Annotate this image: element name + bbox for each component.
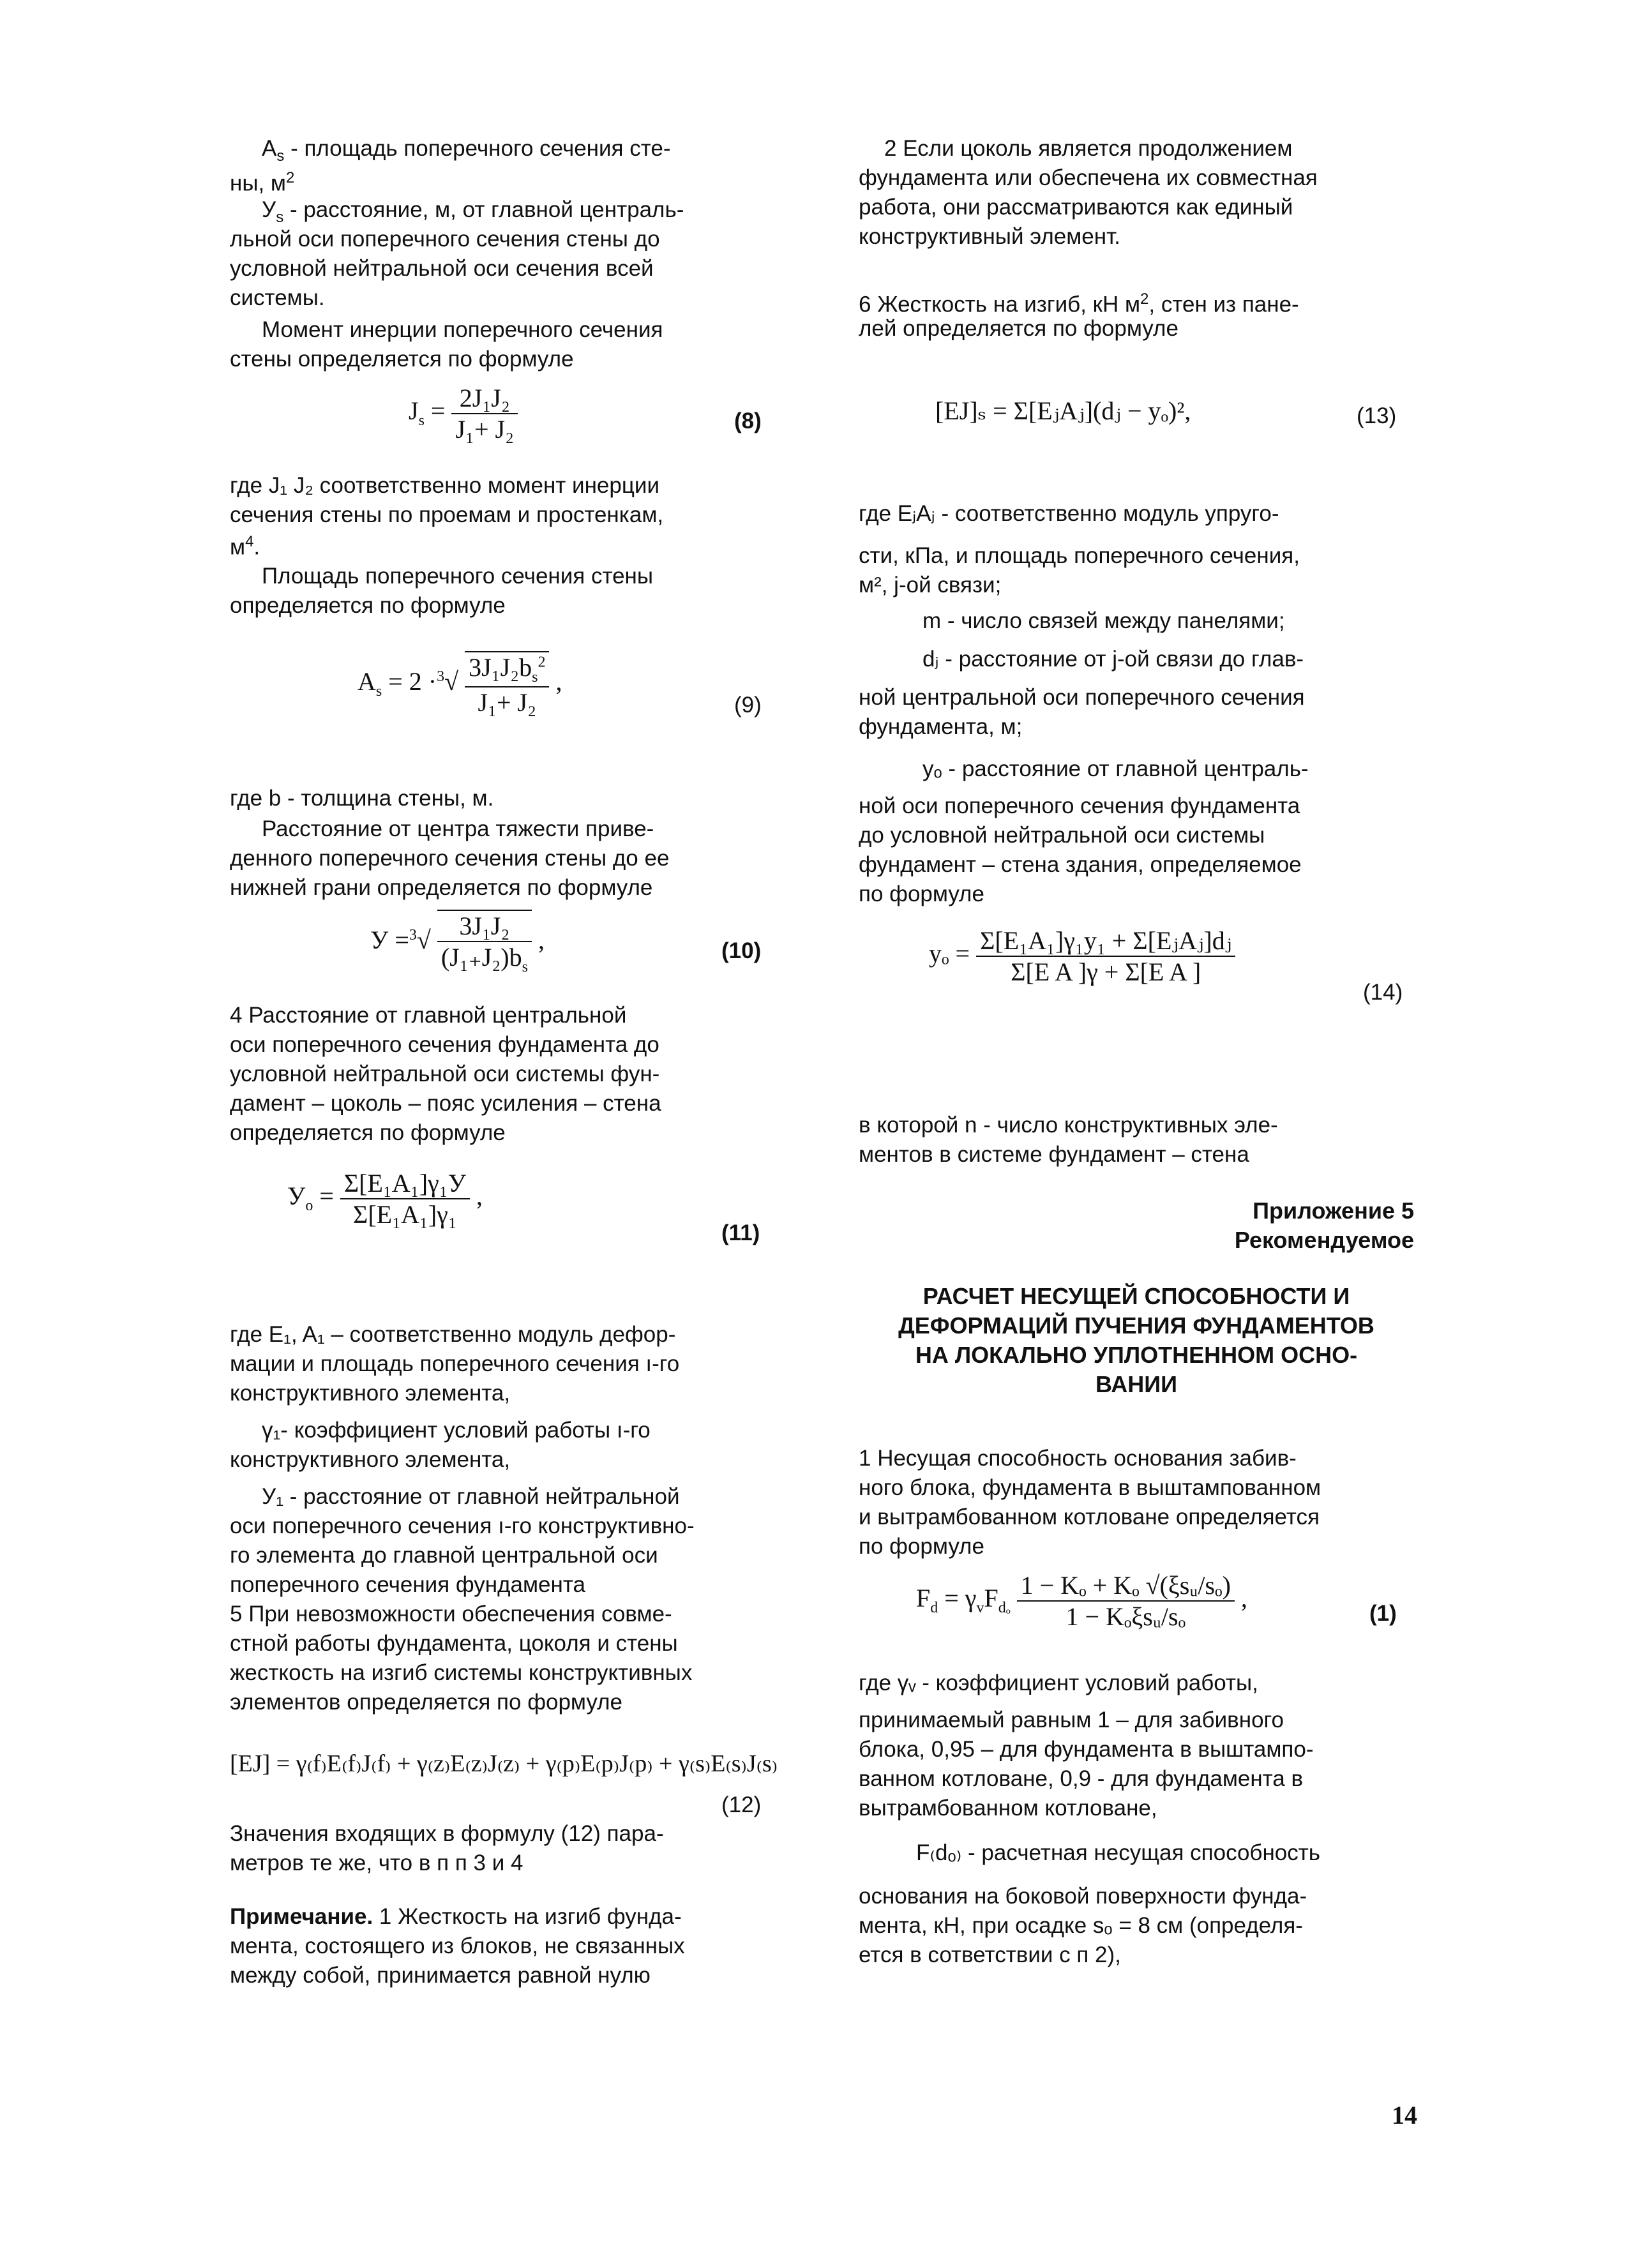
text-line: условной нейтральной оси системы фун-	[230, 1062, 660, 1086]
section-heading: ВАНИИ	[1095, 1371, 1177, 1397]
text-line: 6 Жесткость на изгиб, кН $м^2$, стен из пане-	[859, 290, 1299, 317]
note-line: мента, состоящего из блоков, не связанных	[230, 1934, 685, 1958]
text-line: лей определяется по формуле	[859, 316, 1178, 341]
text-line: стены определяется по формуле	[230, 347, 574, 372]
equation-number-14: (14)	[1363, 980, 1403, 1005]
text-line: Расстояние от центра тяжести приве-	[262, 816, 654, 841]
formula-9: $A_s = 2 \cdot^3√$ $\frac{3J_1J_2b_s^2}{\text{J₁+ J₂}}$ ,	[358, 651, 562, 717]
text-line: определяется по формуле	[230, 593, 506, 618]
text-line: У₁ - расстояние от главной нейтральной	[262, 1484, 680, 1509]
formula-10: У =$^3$√ $\frac{\text{3J₁J₂}}{(J_{1+}J_2)b_s}$ ,	[370, 910, 545, 976]
text-line: сти, кПа, и площадь поперечного сечения,	[859, 543, 1300, 568]
text-line: ется в сответствии с п 2),	[859, 1942, 1121, 1967]
text-line: фундамент – стена здания, определяемое	[859, 852, 1302, 877]
text-line: 1 Несущая способность основания забив-	[859, 1446, 1297, 1471]
text-line: сечения стены по проемам и простенкам,	[230, 502, 664, 527]
text-line: блока, 0,95 – для фундамента в выштампо-	[859, 1737, 1314, 1762]
text-line: конструктивного элемента,	[230, 1381, 511, 1406]
text-line: $А_s$ - площадь поперечного сечения сте-	[262, 136, 671, 165]
section-heading: ДЕФОРМАЦИЙ ПУЧЕНИЯ ФУНДАМЕНТОВ	[898, 1312, 1374, 1339]
equation-number-11: (11)	[721, 1220, 760, 1245]
text-line: конструктивный элемент.	[859, 224, 1120, 249]
text-line: ны, $м^2$	[230, 169, 295, 196]
equation-number-13: (13)	[1357, 403, 1397, 428]
appendix-label: Рекомендуемое	[1234, 1227, 1414, 1253]
text-line: Площадь поперечного сечения стены	[262, 564, 654, 589]
text-line: основания на боковой поверхности фунда-	[859, 1884, 1307, 1909]
formula-11: $У_о$ = $\frac{\text{Σ[E₁A₁]γ₁У}}{\text{Σ[E₁A₁]γ₁}}$ ,	[287, 1169, 483, 1229]
text-line: поперечного сечения фундамента	[230, 1572, 585, 1597]
text-line: $У_s$ - расстояние, м, от главной централь-	[262, 197, 684, 226]
text-line: конструктивного элемента,	[230, 1447, 511, 1472]
formula-13: [EJ]ₛ = Σ[EⱼAⱼ](dⱼ − yₒ)²,	[935, 396, 1191, 425]
text-line: ментов в системе фундамент – стена	[859, 1142, 1249, 1167]
text-line: 5 При невозможности обеспечения совме-	[230, 1602, 672, 1626]
page-number: 14	[1392, 2101, 1417, 2129]
section-heading: НА ЛОКАЛЬНО УПЛОТНЕННОМ ОСНО-	[915, 1342, 1358, 1368]
text-line: γ₁- коэффициент условий работы ı-го	[262, 1418, 651, 1443]
text-line: Момент инерции поперечного сечения	[262, 317, 663, 342]
formula-12: [EJ] = γ₍f₎E₍f₎J₍f₎ + γ₍z₎E₍z₎J₍z₎ + γ₍p₎E₍p₎J₍p₎ + γ₍s₎E₍s₎J₍s₎	[230, 1750, 778, 1777]
text-line: ванном котловане, 0,9 - для фундамента в	[859, 1766, 1304, 1791]
formula-1: $F_d = \gamma_vF_{d_o}$ $\frac{\text{1 − Kₒ + Kₒ √(ξsᵤ/sₒ)}}{\text{1 − Kₒξsᵤ/sₒ}}$ ,	[916, 1571, 1247, 1631]
text-line: в которой n - число конструктивных эле-	[859, 1113, 1278, 1138]
text-line: дамент – цоколь – пояс усиления – стена	[230, 1091, 661, 1116]
text-line: до условной нейтральной оси системы	[859, 823, 1265, 848]
text-line: где b - толщина стены, м.	[230, 786, 494, 811]
text-line: ной центральной оси поперечного сечения	[859, 685, 1305, 710]
text-line: системы.	[230, 285, 325, 310]
text-line: элементов определяется по формуле	[230, 1690, 622, 1715]
text-line: ного блока, фундамента в выштампованном	[859, 1475, 1321, 1500]
text-line: мации и площадь поперечного сечения ı-го	[230, 1351, 680, 1376]
text-line: фундамента, м;	[859, 714, 1023, 739]
text-line: стной работы фундамента, цоколя и стены	[230, 1631, 678, 1656]
text-line: нижней грани определяется по формуле	[230, 875, 653, 900]
text-line: вытрамбованном котловане,	[859, 1796, 1157, 1821]
text-line: льной оси поперечного сечения стены до	[230, 227, 660, 252]
text-line: где E₁, A₁ – соответственно модуль дефор-	[230, 1322, 676, 1347]
text-line: F₍dₒ₎ - расчетная несущая способность	[916, 1840, 1321, 1865]
formula-14: yₒ = $\frac{\text{Σ[E₁A₁]γ₁y₁ + Σ[EⱼAⱼ]dⱼ}}{\text{Σ[E A ]γ + Σ[E A ]}}$	[929, 926, 1235, 987]
text-line: dⱼ - расстояние от j-ой связи до глав-	[922, 647, 1304, 672]
text-line: 4 Расстояние от главной центральной	[230, 1003, 627, 1028]
equation-number-1: (1)	[1369, 1601, 1397, 1626]
text-line: условной нейтральной оси сечения всей	[230, 256, 654, 281]
text-line: m - число связей между панелями;	[922, 608, 1285, 633]
text-line: принимаемый равным 1 – для забивного	[859, 1708, 1284, 1732]
formula-8: $J_s$ = $\frac{\text{2J₁J₂}}{\text{J₁+ J₂}}$	[409, 383, 518, 444]
text-line: метров те же, что в п п 3 и 4	[230, 1851, 523, 1875]
text-line: по формуле	[859, 882, 984, 906]
equation-number-12: (12)	[721, 1792, 762, 1817]
text-line: определяется по формуле	[230, 1120, 506, 1145]
text-line: где EⱼAⱼ - соответственно модуль упруго-	[859, 501, 1279, 526]
text-line: мента, кН, при осадке sₒ = 8 см (определя-	[859, 1913, 1303, 1938]
text-line: оси поперечного сечения ı-го конструктивно-	[230, 1513, 695, 1538]
text-line: жесткость на изгиб системы конструктивных	[230, 1660, 693, 1685]
equation-number-10: (10)	[721, 938, 762, 963]
text-line: yₒ - расстояние от главной централь-	[922, 756, 1309, 781]
equation-number-8: (8)	[734, 409, 762, 433]
text-line: ной оси поперечного сечения фундамента	[859, 793, 1300, 818]
equation-number-9: (9)	[734, 693, 762, 717]
text-line: оси поперечного сечения фундамента до	[230, 1032, 659, 1057]
text-line: $м^4$.	[230, 533, 260, 560]
text-line: 2 Если цоколь является продолжением	[884, 136, 1293, 161]
text-line: где γᵥ - коэффициент условий работы,	[859, 1671, 1258, 1695]
text-line: го элемента до главной центральной оси	[230, 1543, 658, 1568]
note-line: между собой, принимается равной нулю	[230, 1963, 651, 1988]
text-line: по формуле	[859, 1534, 984, 1559]
text-line: денного поперечного сечения стены до ее	[230, 846, 670, 871]
text-line: фундамента или обеспечена их совместная	[859, 165, 1318, 190]
section-heading: РАСЧЕТ НЕСУЩЕЙ СПОСОБНОСТИ И	[922, 1283, 1350, 1309]
text-line: работа, они рассматриваются как единый	[859, 195, 1293, 220]
appendix-label: Приложение 5	[1253, 1198, 1414, 1224]
text-line: и вытрамбованном котловане определяется	[859, 1505, 1320, 1529]
note-line: Примечание. 1 Жесткость на изгиб фунда-	[230, 1904, 682, 1929]
text-line: м², j-ой связи;	[859, 573, 1002, 597]
text-line: Значения входящих в формулу (12) пара-	[230, 1821, 664, 1846]
text-line: где J₁ J₂ соответственно момент инерции	[230, 473, 660, 498]
